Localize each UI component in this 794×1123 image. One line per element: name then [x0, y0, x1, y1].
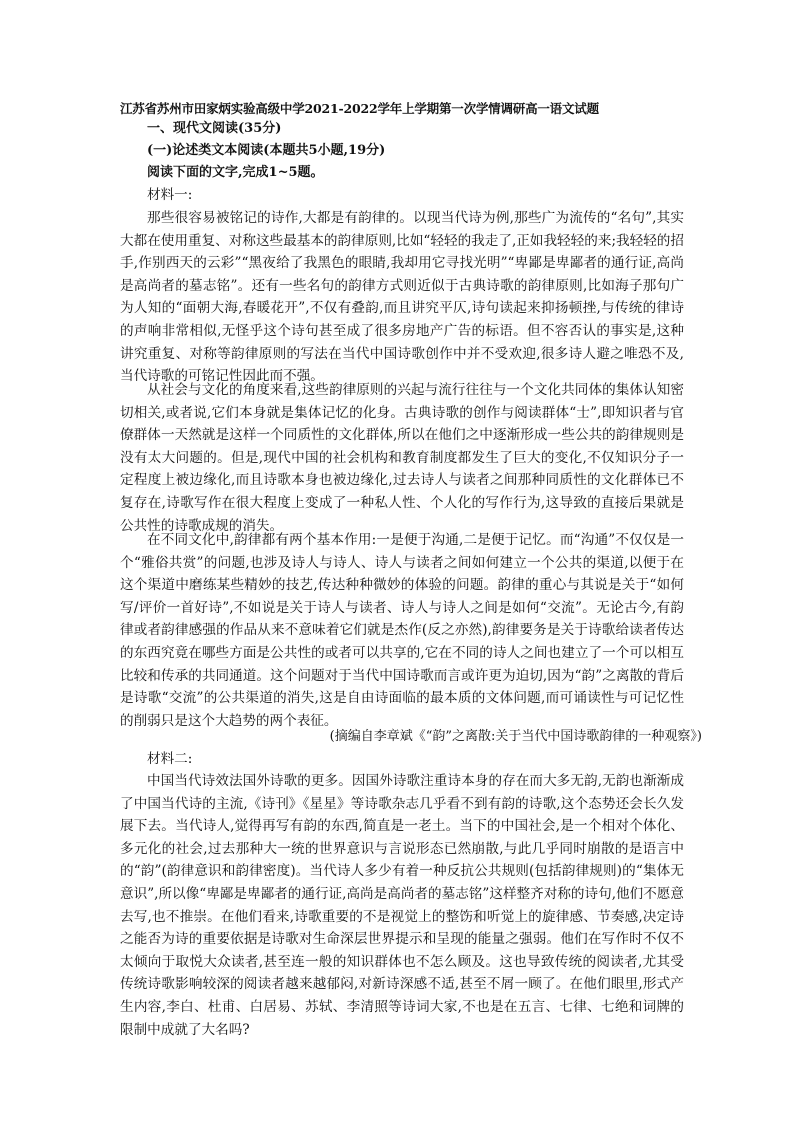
material1-paragraph-1: 那些很容易被铭记的诗作,大都是有韵律的。以现当代诗为例,那些广为流传的“名句”,其实大都在使用重复、对称这些最基本的韵律原则,比如“轻轻的我走了,正如我轻轻的来;我轻轻的招手,作别西天的云彩”“黑夜给了我黑色的眼睛,我却用它寻找光明”“卑鄙是卑鄙者的通行证,高尚是高尚者的墓志铭”。还有一些名句的韵律方式则近似于古典诗歌的韵律原则,比如海子那句广为人知的“面朝大海,春暖花开”,不仅有叠韵,而且讲究平仄,诗句读起来抑扬顿挫,与传统的律诗的声响非常相似,无怪乎这个诗句甚至成了很多房地产广告的标语。但不容否认的事实是,这种讲究重复、对称等韵律原则的写法在当代中国诗歌创作中并不受欢迎,很多诗人避之唯恐不及,当代诗歌的可铭记性因此而不强。	[120, 210, 684, 385]
material1-label: 材料一:	[147, 187, 193, 203]
subsection-heading: (一)论述类文本阅读(本题共5小题,19分)	[147, 143, 386, 158]
material2-label: 材料二:	[147, 751, 193, 767]
reading-instruction: 阅读下面的文字,完成1~5题。	[147, 165, 324, 180]
material1-source: (摘编自李章斌《“韵”之离散:关于当代中国诗歌韵律的一种观察》)	[329, 729, 702, 744]
material1-paragraph-3: 在不同文化中,韵律都有两个基本作用:一是便于沟通,二是便于记忆。而“沟通”不仅仅是一个“雅俗共赏”的问题,也涉及诗人与诗人、诗人与读者之间如何建立一个公共的渠道,以便于在这个渠道中磨练某些精妙的技艺,传达种种微妙的体验的问题。韵律的重心与其说是关于“如何写/评价一首好诗”,不如说是关于诗人与读者、诗人与诗人之间是如何“交流”。无论古今,有韵律或者韵律感强的作品从来不意味着它们就是杰作(反之亦然),韵律要务是关于诗歌给读者传达的东西究竟在哪些方面是公共性的或者可以共享的,它在不同的诗人之间也建立了一个可以相互比较和传承的共同通道。这个问题对于当代中国诗歌而言或许更为迫切,因为“韵”之离散的背后是诗歌“交流”的公共渠道的消失,这是自由诗面临的最本质的文体问题,而可诵读性与可记忆性的削弱只是这个大趋势的两个表征。	[120, 532, 684, 729]
material2-paragraph-1: 中国当代诗效法国外诗歌的更多。因国外诗歌注重诗本身的存在而大多无韵,无韵也渐渐成了中国当代诗的主流,《诗刊》《星星》等诗歌杂志几乎看不到有韵的诗歌,这个态势还会长久发展下去。当代诗人,觉得再写有韵的东西,简直是一老土。当下的中国社会,是一个相对个体化、多元化的社会,过去那种大一统的世界意识与言说形态已然崩散,与此几乎同时崩散的是语言中的“韵”(韵律意识和韵律密度)。当代诗人多少有着一种反抗公共规则(包括韵律规则)的“集体无意识”,所以像“卑鄙是卑鄙者的通行证,高尚是高尚者的墓志铭”这样整齐对称的诗句,他们不愿意去写,也不推崇。在他们看来,诗歌重要的不是视觉上的整饬和听觉上的旋律感、节奏感,决定诗之能否为诗的重要依据是诗歌对生命深层世界提示和呈现的能量之强弱。他们在写作时不仅不太倾向于取悦大众读者,甚至连一般的知识群体也不怎么顾及。这也导致传统的阅读者,尤其受传统诗歌影响较深的阅读者越来越郁闷,对新诗深感不适,甚至不屑一顾了。在他们眼里,形式产生内容,李白、杜甫、白居易、苏轼、李清照等诗词大家,不也是在五言、七律、七绝和词牌的限制中成就了大名吗?	[120, 773, 684, 1038]
exam-title: 江苏省苏州市田家炳实验高级中学2021-2022学年上学期第一次学情调研高一语文试题	[120, 101, 599, 116]
material1-paragraph-2: 从社会与文化的角度来看,这些韵律原则的兴起与流行往往与一个文化共同体的集体认知密切相关,或者说,它们本身就是集体记忆的化身。古典诗歌的创作与阅读群体“士”,即知识者与官僚群体一天然就是这样一个同质性的文化群体,所以在他们之中逐渐形成一些公共的韵律规则是没有太大问题的。但是,现代中国的社会机构和教育制度都发生了巨大的变化,不仅知识分子一定程度上被边缘化,而且诗歌本身也被边缘化,过去诗人与读者之间那种同质性的文化群体已不复存在,诗歌写作在很大程度上变成了一种私人性、个人化的写作行为,这导致的直接后果就是公共性的诗歌成规的消失。	[120, 382, 684, 534]
section-heading: 一、现代文阅读(35分)	[147, 121, 282, 136]
